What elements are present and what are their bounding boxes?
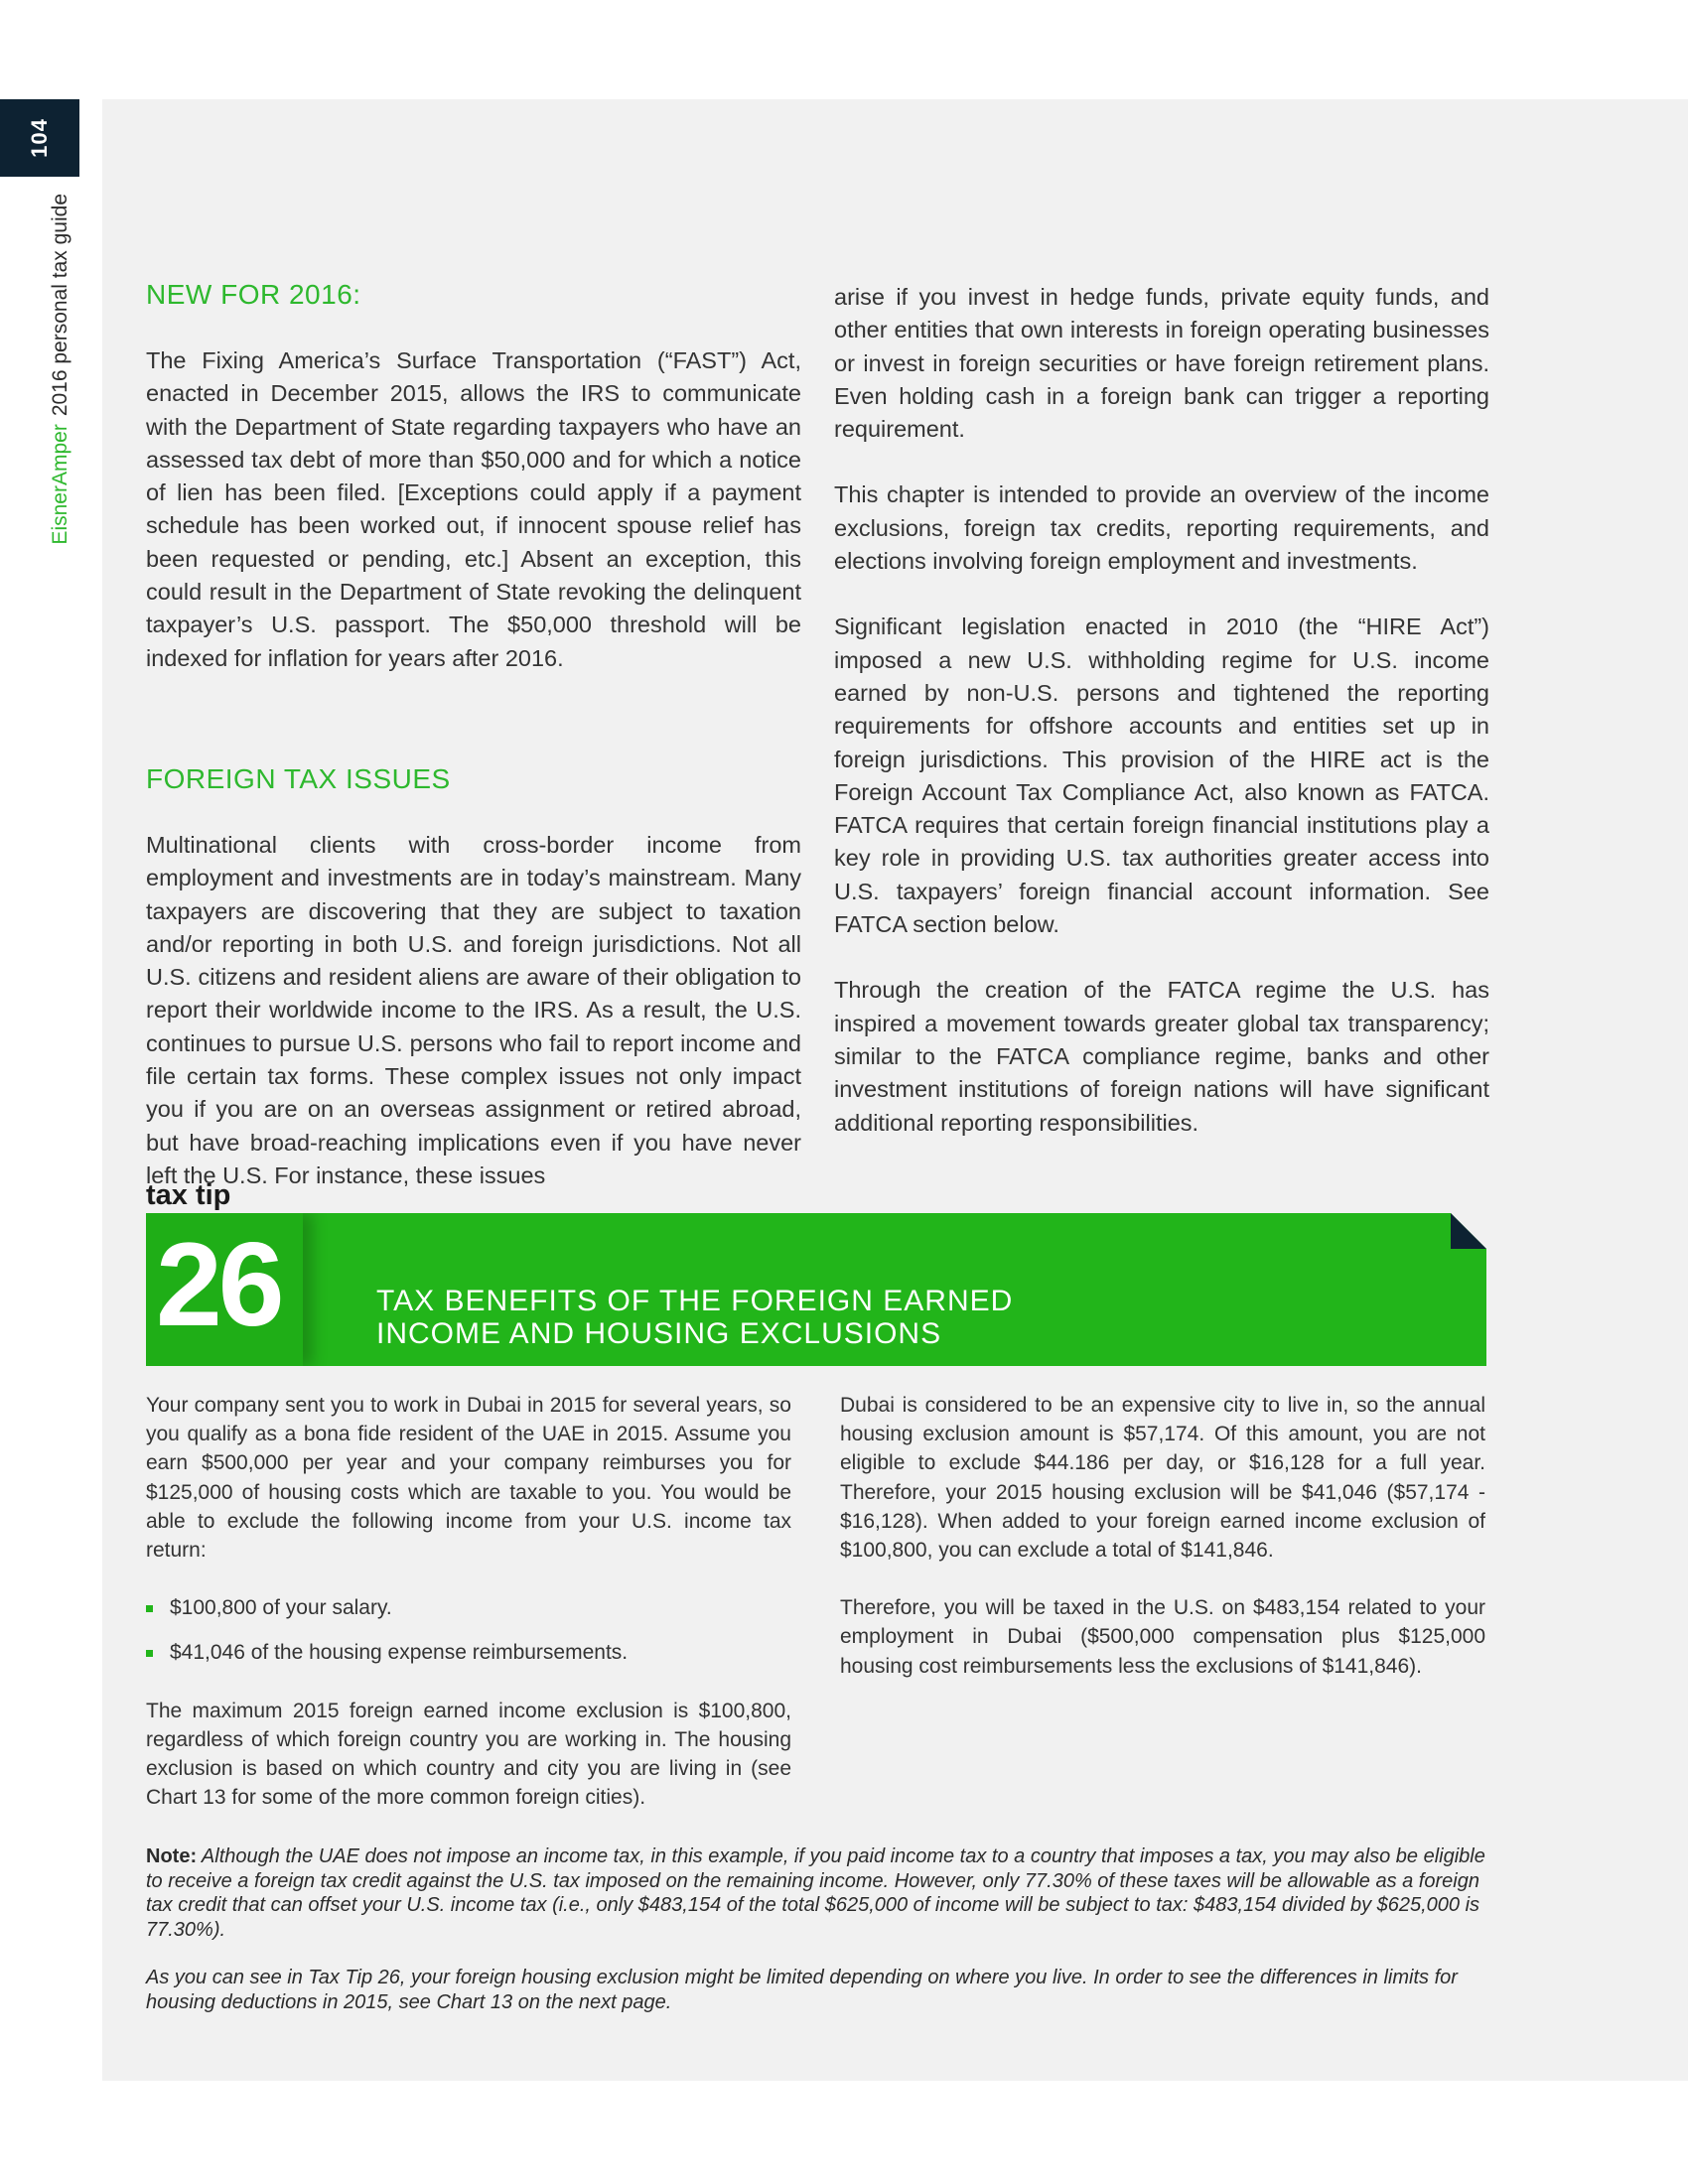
bullet-square-icon <box>146 1605 153 1612</box>
new-for-2016-paragraph: The Fixing America’s Surface Transportation (“FAST”) Act, enacted in December 2015, allows the IRS to communicate with the Department of State regarding taxpayers who have an assessed tax debt of more than $50,000 and for which a notice of lien has been filed. [Exceptions could apply if a payment schedule has been worked out, if innocent spouse relief has been requested or pending, etc.] Absent an exception, this could result in the Department of State revoking the delinquent taxpayer’s U.S. passport. The $50,000 threshold will be indexed for inflation for years after 2016. <box>146 347 801 671</box>
note-body: Although the UAE does not impose an income tax, in this example, if you paid income tax to a country that imposes a tax, you may also be eligible to receive a foreign tax credit against the U.S. tax imposed on the remaining income. However, only 77.30% of these taxes will be allowable as a foreign tax credit that can offset your U.S. income tax (i.e., only $483,154 of the total $625,000 of income will be subject to tax: $483,154 divided by $625,000 is 77.30%). <box>146 1845 1485 1941</box>
new-for-2016-heading: NEW FOR 2016: <box>146 279 361 310</box>
article-left-column <box>146 278 801 1225</box>
tax-tip-number-box <box>146 1213 303 1366</box>
article-paragraph: Through the creation of the FATCA regime the U.S. has inspired a movement towards greater global tax transparency; similar to the FATCA compliance regime, banks and other investment institutions of foreign nations will have significant additional reporting responsibilities. <box>834 977 1489 1136</box>
tax-tip-bullet-list <box>146 1593 791 1667</box>
article-paragraph: Significant legislation enacted in 2010 (the “HIRE Act”) imposed a new U.S. withholding regime for U.S. income earned by non-U.S. persons and tightened the reporting requirements for offshore accounts and entities set up in foreign jurisdictions. This provision of the HIRE act is the Foreign Account Tax Compliance Act, also known as FATCA. FATCA requires that certain foreign financial institutions play a key role in providing U.S. tax authorities greater access into U.S. taxpayers’ foreign financial account information. See FATCA section below. <box>834 614 1489 938</box>
tax-tip-label: tax tip <box>146 1179 231 1211</box>
article-paragraph: arise if you invest in hedge funds, private equity funds, and other entities that own interests in foreign operating businesses or invest in foreign securities or have foreign retirement plans. Even holding cash in a foreign bank can trigger a reporting requirement. <box>834 284 1489 443</box>
foreign-tax-issues-paragraph: Multinational clients with cross-border income from employment and investments are in today’s mainstream. Many taxpayers are discovering that they are subject to taxation and/or reporting in both U.S. and foreign jurisdictions. Not all U.S. citizens and resident aliens are aware of their obligation to report their worldwide income to the IRS. As a result, the U.S. continues to pursue U.S. persons who fail to report income and file certain tax forms. These complex issues not only impact you if you are on an overseas assignment or retired abroad, but have broad-reaching implications even if you have never left the U.S. For instance, these issues <box>146 831 801 1188</box>
page-number-tab <box>0 99 79 177</box>
tax-tip-paragraph: Your company sent you to work in Dubai in 2015 for several years, so you qualify as a bona fide resident of the UAE in 2015. Assume you earn $500,000 per year and your company reimburses you for $125,000 of housing costs which are taxable to you. You would be able to exclude the following income from your U.S. income tax return: <box>146 1394 791 1563</box>
article-paragraph: This chapter is intended to provide an overview of the income exclusions, foreign tax credits, reporting requirements, and elections involving foreign employment and investments. <box>834 481 1489 575</box>
tax-tip-paragraph: Dubai is considered to be an expensive city to live in, so the annual housing exclusion amount is $57,174. Of this amount, you are not eligible to exclude $44.186 per day, or $16,128 for a full year. Therefore, your 2015 housing exclusion will be $41,046 ($57,174 - $16,128). When added to your foreign earned income exclusion of $100,800, you can exclude a total of $141,846. <box>840 1394 1485 1563</box>
tax-tip-title-line: INCOME AND HOUSING EXCLUSIONS <box>376 1317 942 1350</box>
corner-fold-icon <box>1451 1213 1486 1249</box>
tax-tip-banner <box>146 1213 1486 1366</box>
tax-tip-left-column <box>146 1391 791 1841</box>
note-label: Note: <box>146 1845 198 1867</box>
tax-tip-paragraph: The maximum 2015 foreign earned income exclusion is $100,800, regardless of which foreign country you are working in. The housing exclusion is based on which country and city you are living in (see Chart 13 for some of the more common foreign cities). <box>146 1699 791 1810</box>
brand-name: EisnerAmper <box>49 424 71 545</box>
tax-tip-right-column <box>840 1391 1485 1709</box>
list-item: $100,800 of your salary. <box>146 1593 791 1622</box>
bullet-square-icon <box>146 1650 153 1657</box>
tax-tip-paragraph: Therefore, you will be taxed in the U.S. on $483,154 related to your employment in Dubai ($500,000 compensation plus $125,000 housing cost reimbursements less the exclusions of $141,846). <box>840 1596 1485 1678</box>
note-block <box>146 1844 1486 2038</box>
note-paragraph <box>146 1844 1486 1942</box>
guide-title: 2016 personal tax guide <box>49 194 71 417</box>
side-running-head <box>50 194 70 551</box>
page-number: 104 <box>27 118 52 158</box>
note-followup: As you can see in Tax Tip 26, your foreign housing exclusion might be limited depending on where you live. In order to see the differences in limits for housing deductions in 2015, see Chart 13 on the next page. <box>146 1967 1458 2013</box>
tax-tip-title <box>376 1285 1013 1350</box>
list-item: $41,046 of the housing expense reimbursements. <box>146 1638 791 1667</box>
tax-tip-title-line: TAX BENEFITS OF THE FOREIGN EARNED <box>376 1285 1014 1317</box>
article-right-column <box>834 281 1489 1172</box>
foreign-tax-issues-heading: FOREIGN TAX ISSUES <box>146 762 451 794</box>
tax-tip-number: 26 <box>156 1218 281 1351</box>
